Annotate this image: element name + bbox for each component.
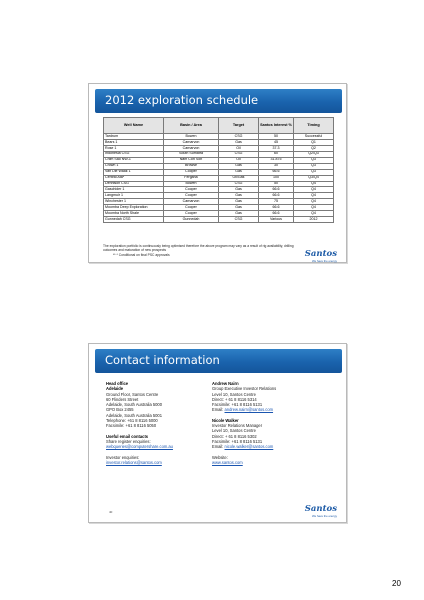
website-link[interactable]: www.santos.com	[212, 459, 243, 465]
contact-line: Facsimile: +61 8 8116 5131	[212, 438, 263, 444]
table-cell: Gas	[219, 205, 259, 211]
contact-line: Direct: + 61 8 8116 5302	[212, 433, 257, 439]
table-cell: CSG	[219, 151, 259, 157]
header-target: Target	[219, 118, 259, 134]
table-cell: 66.6	[259, 211, 294, 217]
investor-relations-email-link[interactable]: investor.relations@santos.com	[106, 459, 162, 465]
table-cell: Oil/Gas	[219, 175, 259, 181]
table-cell: Oil	[219, 157, 259, 163]
table-cell: 66.6	[259, 193, 294, 199]
table-cell: Winchester 1	[104, 199, 164, 205]
table-cell: Indonesia CSG	[104, 151, 164, 157]
table-cell: Successful	[294, 134, 334, 140]
table-cell: Bears 1	[104, 139, 164, 145]
head-office-heading: Head office	[106, 381, 129, 386]
table-cell: 37.3	[259, 145, 294, 151]
footnote-psc: * Conditional on final PSC approvals	[116, 253, 170, 257]
slide-title: Contact information	[105, 353, 220, 367]
table-cell: 45	[259, 139, 294, 145]
slide-title: 2012 exploration schedule	[105, 93, 259, 107]
slide-exploration-schedule	[88, 83, 347, 263]
andrew-nairn-email-link[interactable]: andrew.nairn@santos.com	[224, 407, 274, 413]
contact-name: Nicole Walker	[212, 417, 239, 423]
table-cell: Q2/Q3	[294, 151, 334, 157]
investor-enquiries-label: Investor enquiries:	[106, 454, 140, 460]
table-cell: Cooper	[164, 211, 219, 217]
table-cell: Gas	[219, 199, 259, 205]
table-cell: Gas	[219, 193, 259, 199]
table-cell: Carnarvon	[164, 139, 219, 145]
footnote-text: The exploration portfolio is continuously being optimised therefore the above program may vary as a result of rig availability, drilling	[103, 244, 294, 248]
table-cell: Fergana	[164, 175, 219, 181]
table-cell: Carnarvon	[164, 199, 219, 205]
table-cell: Rose 1	[104, 145, 164, 151]
nicole-walker-email-link[interactable]: nicole.walker@santos.com	[224, 444, 274, 450]
table-cell: Q4	[294, 199, 334, 205]
footnote-text: outcomes and maturation of new prospects	[103, 248, 167, 252]
header-basin-area: Basin / Area	[164, 118, 219, 134]
table-cell: 50	[259, 134, 294, 140]
table-cell: 31.875	[259, 157, 294, 163]
slide-number: 40	[109, 510, 113, 514]
table-cell: Gas	[219, 169, 259, 175]
head-office-city: Adelaide	[106, 386, 124, 392]
table-cell: Browse	[164, 163, 219, 169]
table-cell: Tardrum	[104, 134, 164, 140]
santos-logo	[295, 504, 337, 518]
contact-line: Facsimile: +61 8 8116 5131	[212, 402, 263, 408]
contact-name: Andrew Nairn	[212, 381, 239, 386]
table-cell: Gunnedah	[164, 217, 219, 223]
table-cell: Bowen	[164, 181, 219, 187]
table-cell: 66.6	[259, 205, 294, 211]
address-line: Adelaide, South Australia 5000	[106, 402, 162, 408]
table-cell: Chim Sao NW-1	[104, 157, 164, 163]
footnote-marker: **	[113, 253, 116, 257]
address-line: 60 Flinders Street	[106, 396, 139, 402]
table-cell: Moomba North Shale	[104, 211, 164, 217]
table-cell: Carnarvon	[164, 145, 219, 151]
share-register-label: Share register enquiries:	[106, 438, 151, 444]
table-cell: Moomba Deep Exploration	[104, 205, 164, 211]
table-cell: Gunnedah CSG	[104, 217, 164, 223]
table-cell: 66.6	[259, 169, 294, 175]
email-contacts-heading: Useful email contacts	[106, 433, 149, 439]
table-cell: Gaschider 1	[104, 187, 164, 193]
table-cell: Q3	[294, 163, 334, 169]
santos-logo	[295, 249, 337, 263]
table-cell: Q3/Q4	[294, 175, 334, 181]
contact-line: Investor Relations Manager	[212, 423, 263, 429]
page-number: 20	[392, 579, 401, 588]
table-cell: 2012	[294, 217, 334, 223]
table-cell: Q1	[294, 139, 334, 145]
table-cell: Langmuir 1	[104, 193, 164, 199]
table-cell: Various	[259, 217, 294, 223]
head-office-column	[106, 381, 208, 465]
table-cell: Crown 1	[104, 163, 164, 169]
slide-title-banner	[95, 349, 342, 373]
table-cell: 30	[259, 163, 294, 169]
exploration-schedule-table	[103, 117, 334, 223]
table-cell: Gas	[219, 187, 259, 193]
address-line: Ground Floor, Santos Centre	[106, 391, 159, 397]
table-cell: Dennison CSG	[104, 181, 164, 187]
table-cell: Q4	[294, 187, 334, 193]
table-cell: South Sumatra	[164, 151, 219, 157]
table-cell: Gas	[219, 211, 259, 217]
slide-title-banner	[95, 89, 342, 113]
table-cell: CSG	[219, 134, 259, 140]
table-cell: Q4	[294, 211, 334, 217]
table-cell: Q4	[294, 181, 334, 187]
contact-line: Level 10, Santos Centre	[212, 391, 256, 397]
website-label: Website:	[212, 454, 228, 460]
logo-tagline: We have the energy	[312, 514, 337, 518]
table-cell: Q3	[294, 157, 334, 163]
table-cell: Bowen	[164, 134, 219, 140]
table-row	[104, 217, 334, 223]
contact-line: Level 10, Santos Centre	[212, 428, 256, 434]
address-line: Adelaide, South Australia 5001	[106, 412, 162, 418]
table-cell: Central Ata*	[104, 175, 164, 181]
email-label: Email:	[212, 407, 224, 413]
email-label: Email:	[212, 444, 224, 450]
table-cell: 75	[259, 199, 294, 205]
table-cell: CSG	[219, 181, 259, 187]
logo-tagline: We have the energy	[312, 259, 337, 263]
logo-wordmark: Santos	[304, 249, 337, 259]
table-cell: Q4	[294, 193, 334, 199]
table-cell: 100	[259, 175, 294, 181]
share-register-email-link[interactable]: webqueries@computershare.com.au	[106, 444, 173, 450]
table-cell: Cooper	[164, 193, 219, 199]
table-cell: Nam Con Son	[164, 157, 219, 163]
table-cell: Van Die Waak 1	[104, 169, 164, 175]
table-cell: 66.6	[259, 187, 294, 193]
contacts-column	[212, 381, 314, 465]
logo-wordmark: Santos	[304, 504, 337, 514]
table-cell: Gas	[219, 163, 259, 169]
table-cell: Cooper	[164, 205, 219, 211]
table-cell: 60	[259, 151, 294, 157]
header-timing: Timing	[294, 118, 334, 134]
table-cell: CSG	[219, 217, 259, 223]
table-cell: Oil	[219, 145, 259, 151]
telephone: Telephone: +61 8 8116 5000	[106, 418, 158, 424]
table-cell: Q3	[294, 169, 334, 175]
header-well-name: Well Name	[104, 118, 164, 134]
table-header-row	[104, 118, 334, 134]
table-cell: 50	[259, 181, 294, 187]
table-cell: Cooper	[164, 187, 219, 193]
table-cell: Cooper	[164, 169, 219, 175]
facsimile: Facsimile: +61 8 8116 5050	[106, 423, 157, 429]
contact-line: Direct: + 61 8 8116 5314	[212, 396, 257, 402]
slide-contact-information	[88, 343, 347, 523]
header-santos-interest: Santos Interest %	[259, 118, 294, 134]
address-line: GPO Box 2455	[106, 407, 134, 413]
contact-line: Group Executive Investor Relations	[212, 386, 277, 392]
footnote-text	[113, 254, 170, 258]
table-cell: Q4	[294, 205, 334, 211]
table-cell: Q2	[294, 145, 334, 151]
table-cell: Gas	[219, 139, 259, 145]
